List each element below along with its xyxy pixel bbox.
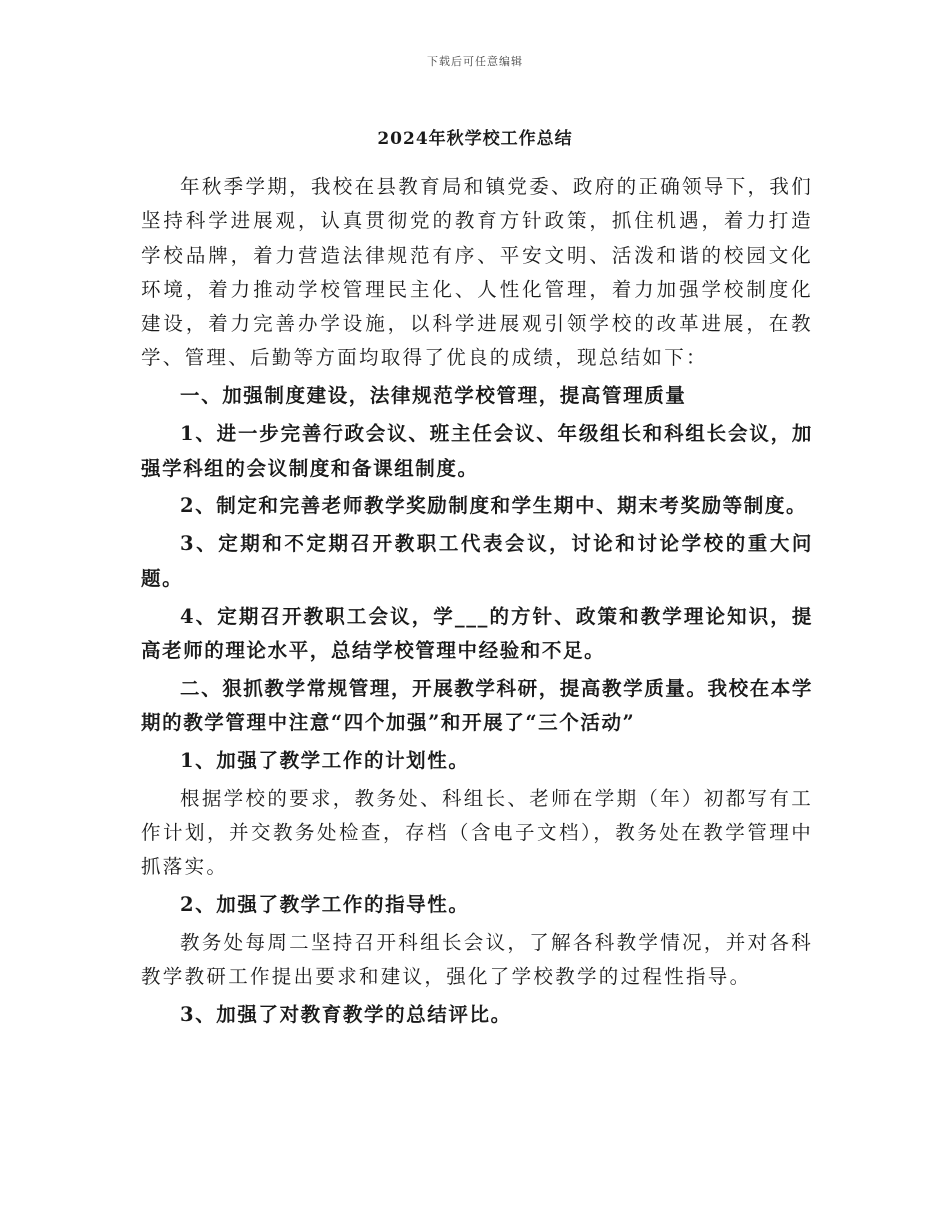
section-heading-2: 二、狠抓教学常规管理，开展教学科研，提高教学质量。我校在本学期的教学管理中注意“四个加强”和开展了“三个活动” bbox=[141, 676, 814, 735]
list-item: 2、制定和完善老师教学奖励制度和学生期中、期末考奖励等制度。 bbox=[180, 494, 808, 518]
paragraph-intro: 年秋季学期，我校在县教育局和镇党委、政府的正确领导下，我们坚持科学进展观，认真贯彻党的教育方针政策，抓住机遇，着力打造学校品牌，着力营造法律规范有序、平安文明、活泼和谐的校园文化环境，着力推动学校管理民主化、人性化管理，着力加强学校制度化建设，着力完善办学设施，以科学进展观引领学校的改革进展，在教学、管理、后勤等方面均取得了优良的成绩，现总结如下： bbox=[141, 175, 813, 370]
section-heading-1: 一、加强制度建设，法律规范学校管理，提高管理质量 bbox=[180, 384, 687, 408]
document-title: 2024年秋学校工作总结 bbox=[377, 129, 573, 149]
document-body bbox=[141, 170, 813, 1036]
paragraph: 教务处每周二坚持召开科组长会议，了解各科教学情况，并对各科教学教研工作提出要求和建议，强化了学校教学的过程性指导。 bbox=[141, 931, 813, 989]
paragraph: 根据学校的要求，教务处、科组长、老师在学期（年）初都写有工作计划，并交教务处检查，存档（含电子文档），教务处在教学管理中抓落实。 bbox=[141, 786, 813, 879]
list-item: 3、定期和不定期召开教职工代表会议，讨论和讨论学校的重大问题。 bbox=[141, 532, 813, 590]
list-item: 1、进一步完善行政会议、班主任会议、年级组长和科组长会议，加强学科组的会议制度和备课组制度。 bbox=[141, 422, 813, 480]
list-item: 4、定期召开教职工会议，学___的方针、政策和教学理论知识，提高老师的理论水平，总结学校管理中经验和不足。 bbox=[141, 604, 813, 662]
subheading: 3、加强了对教育教学的总结评比。 bbox=[180, 1003, 512, 1027]
subheading: 1、加强了教学工作的计划性。 bbox=[180, 748, 470, 772]
page-header-note: 下载后可任意编辑 bbox=[427, 55, 523, 68]
subheading: 2、加强了教学工作的指导性。 bbox=[180, 893, 470, 917]
